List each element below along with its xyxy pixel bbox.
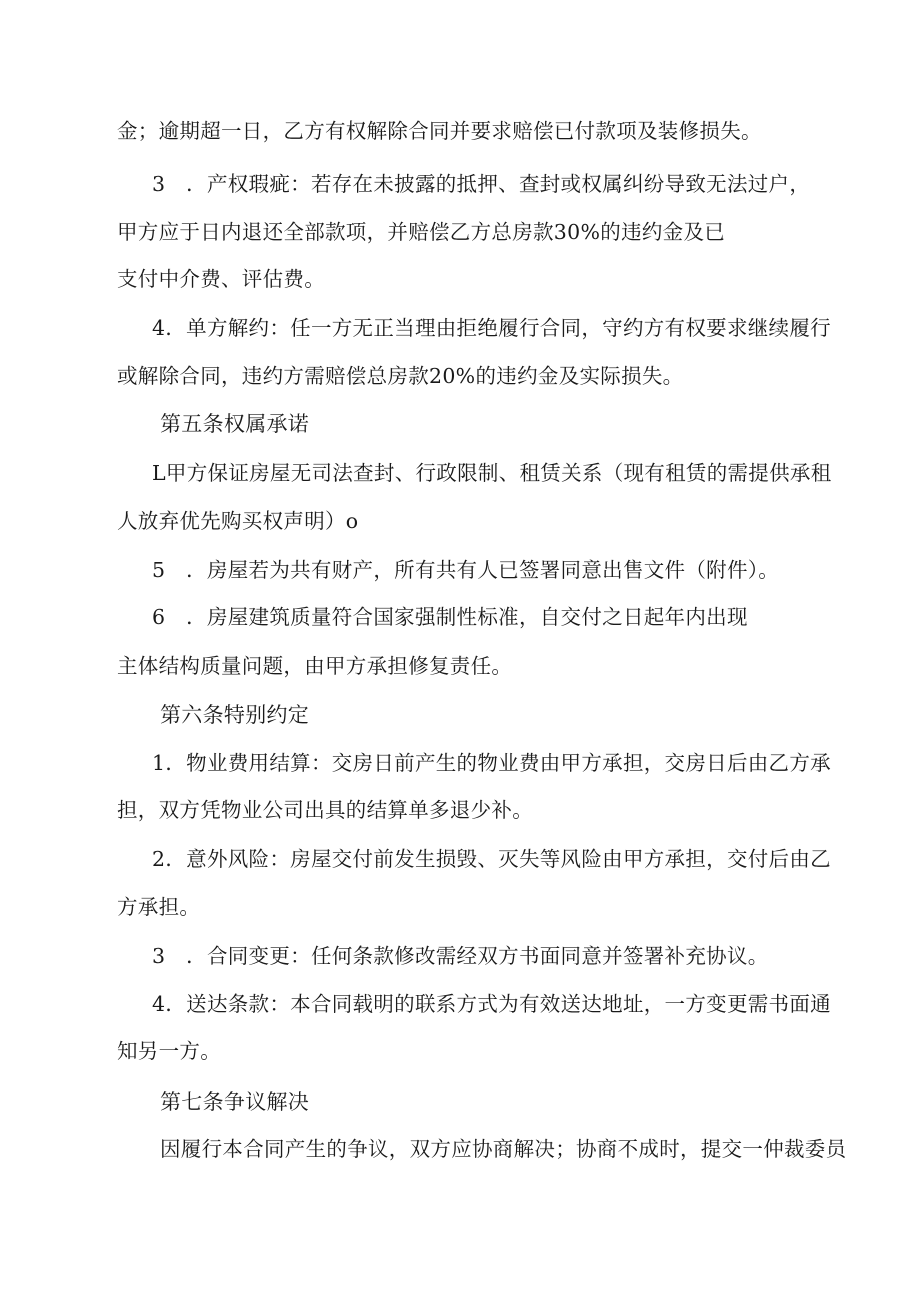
text-line: 方承担。	[117, 895, 201, 919]
clause-line: 2．意外风险：房屋交付前发生损毁、灭失等风险由甲方承担，交付后由乙	[152, 847, 831, 871]
clause-line: 4．送达条款：本合同载明的联系方式为有效送达地址，一方变更需书面通	[152, 992, 831, 1016]
clause-line: 3 ．产权瑕疵：若存在未披露的抵押、查封或权属纠纷导致无法过户，	[152, 172, 811, 196]
text-line: 金；逾期超一日，乙方有权解除合同并要求赔偿已付款项及装修损失。	[117, 119, 762, 143]
text-line: 知另一方。	[117, 1039, 221, 1063]
text-line: 主体结构质量问题，由甲方承担修复责任。	[117, 654, 513, 678]
clause-line: 6 ．房屋建筑质量符合国家强制性标准，自交付之日起年内出现	[152, 605, 748, 629]
section-heading-7: 第七条争议解决	[160, 1090, 310, 1114]
section-heading-6: 第六条特别约定	[160, 703, 310, 727]
text-line: 人放弃优先购买权声明）o	[117, 509, 359, 533]
clause-line: 3 ．合同变更：任何条款修改需经双方书面同意并签署补充协议。	[152, 944, 769, 968]
clause-line: 1．物业费用结算：交房日前产生的物业费由甲方承担，交房日后由乙方承	[152, 751, 831, 775]
clause-line: 5 ．房屋若为共有财产，所有共有人已签署同意出售文件（附件）。	[152, 558, 780, 582]
text-line: 支付中介费、评估费。	[117, 267, 325, 291]
text-line: 或解除合同，违约方需赔偿总房款20%的违约金及实际损失。	[117, 364, 684, 388]
text-line: 担，双方凭物业公司出具的结算单多退少补。	[117, 798, 533, 822]
section-heading-5: 第五条权属承诺	[160, 412, 310, 436]
clause-line: 4．单方解约：任一方无正当理由拒绝履行合同，守约方有权要求继续履行	[152, 316, 831, 340]
text-line: 因履行本合同产生的争议，双方应协商解决；协商不成时，提交一仲裁委员	[160, 1137, 847, 1161]
clause-line: L甲方保证房屋无司法查封、行政限制、租赁关系（现有租赁的需提供承租	[152, 461, 832, 485]
text-line: 甲方应于日内退还全部款项，并赔偿乙方总房款30%的违约金及已	[117, 220, 726, 244]
